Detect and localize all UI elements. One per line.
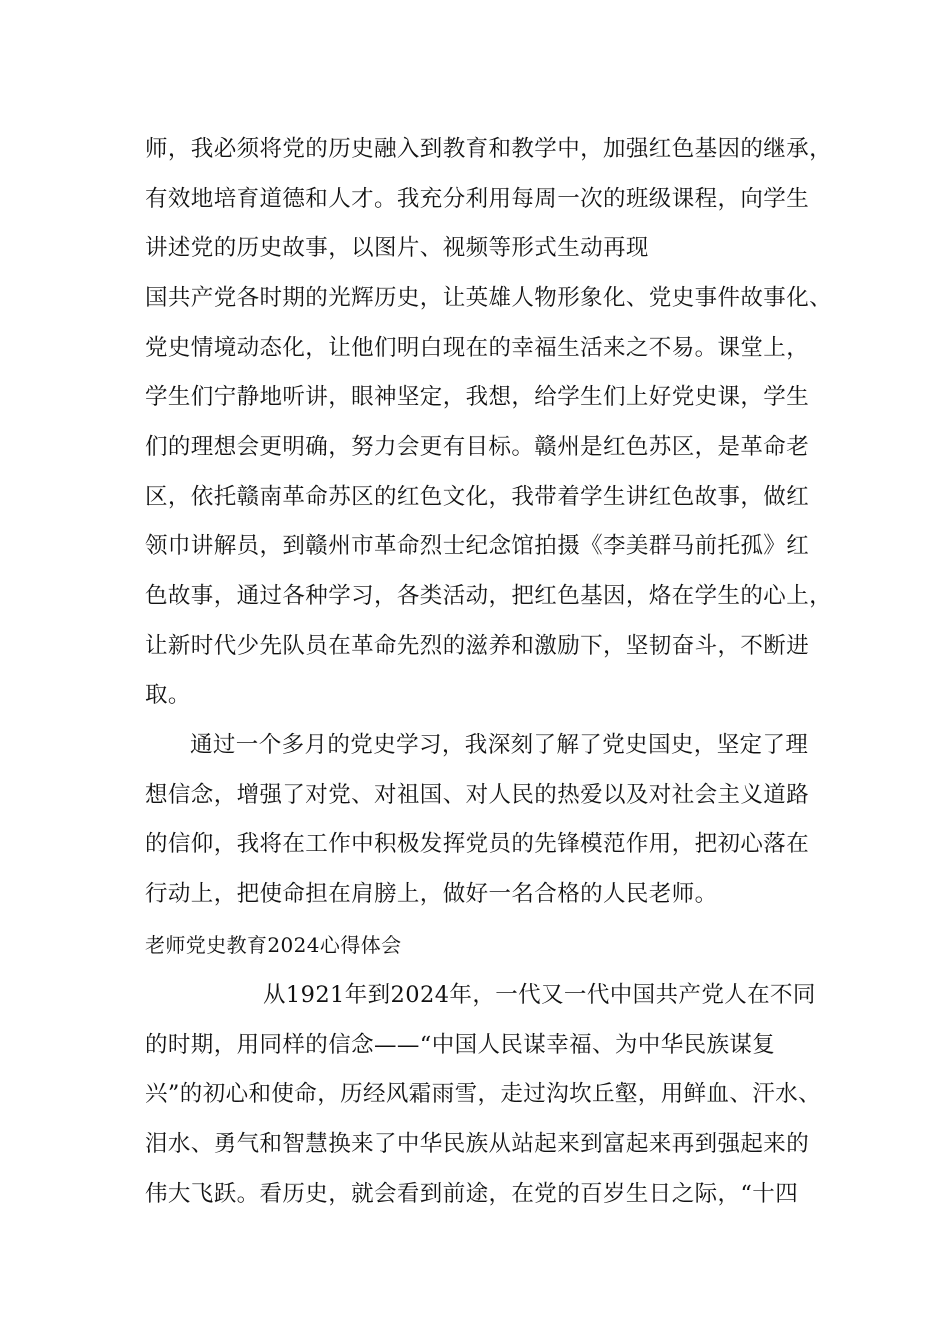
paragraph-line: 泪水、勇气和智慧换来了中华民族从站起来到富起来再到强起来的 bbox=[145, 1131, 810, 1157]
paragraph-line: 让新时代少先队员在革命先烈的滋养和激励下，坚韧奋斗，不断进 bbox=[145, 633, 810, 659]
paragraph-line: 们的理想会更明确，努力会更有目标。赣州是红色苏区，是革命老 bbox=[145, 434, 810, 460]
paragraph-line: 国共产党各时期的光辉历史，让英雄人物形象化、党史事件故事化、 bbox=[145, 285, 833, 311]
paragraph-line: 区，依托赣南革命苏区的红色文化，我带着学生讲红色故事，做红 bbox=[145, 484, 810, 510]
paragraph-line: 从1921年到2024年，一代又一代中国共产党人在不同 bbox=[263, 982, 816, 1008]
paragraph-line: 色故事，通过各种学习，各类活动，把红色基因，烙在学生的心上， bbox=[145, 583, 833, 609]
paragraph-line: 学生们宁静地听讲，眼神坚定，我想，给学生们上好党史课，学生 bbox=[145, 384, 810, 410]
paragraph-line: 兴”的初心和使命，历经风霜雨雪，走过沟坎丘壑，用鲜血、汗水、 bbox=[145, 1081, 822, 1107]
paragraph-line: 行动上，把使命担在肩膀上，做好一名合格的人民老师。 bbox=[145, 881, 718, 907]
paragraph-line: 师，我必须将党的历史融入到教育和教学中，加强红色基因的继承， bbox=[145, 136, 833, 162]
paragraph-line: 领巾讲解员，到赣州市革命烈士纪念馆拍摄《李美群马前托孤》红 bbox=[145, 533, 810, 559]
section-title: 老师党史教育2024心得体会 bbox=[145, 933, 402, 957]
paragraph-line: 想信念，增强了对党、对祖国、对人民的热爱以及对社会主义道路 bbox=[145, 782, 810, 808]
paragraph-line: 通过一个多月的党史学习，我深刻了解了党史国史，坚定了理 bbox=[190, 732, 809, 758]
paragraph-line: 的信仰，我将在工作中积极发挥党员的先锋模范作用，把初心落在 bbox=[145, 831, 810, 857]
paragraph-line: 伟大飞跃。看历史，就会看到前途，在党的百岁生日之际，“十四 bbox=[145, 1181, 799, 1207]
paragraph-line: 的时期，用同样的信念——“中国人民谋幸福、为中华民族谋复 bbox=[145, 1032, 776, 1058]
paragraph-line: 有效地培育道德和人才。我充分利用每周一次的班级课程，向学生 bbox=[145, 186, 810, 212]
paragraph-line: 党史情境动态化，让他们明白现在的幸福生活来之不易。课堂上， bbox=[145, 335, 810, 361]
paragraph-line: 讲述党的历史故事，以图片、视频等形式生动再现 bbox=[145, 235, 649, 261]
paragraph-line: 取。 bbox=[145, 682, 191, 708]
